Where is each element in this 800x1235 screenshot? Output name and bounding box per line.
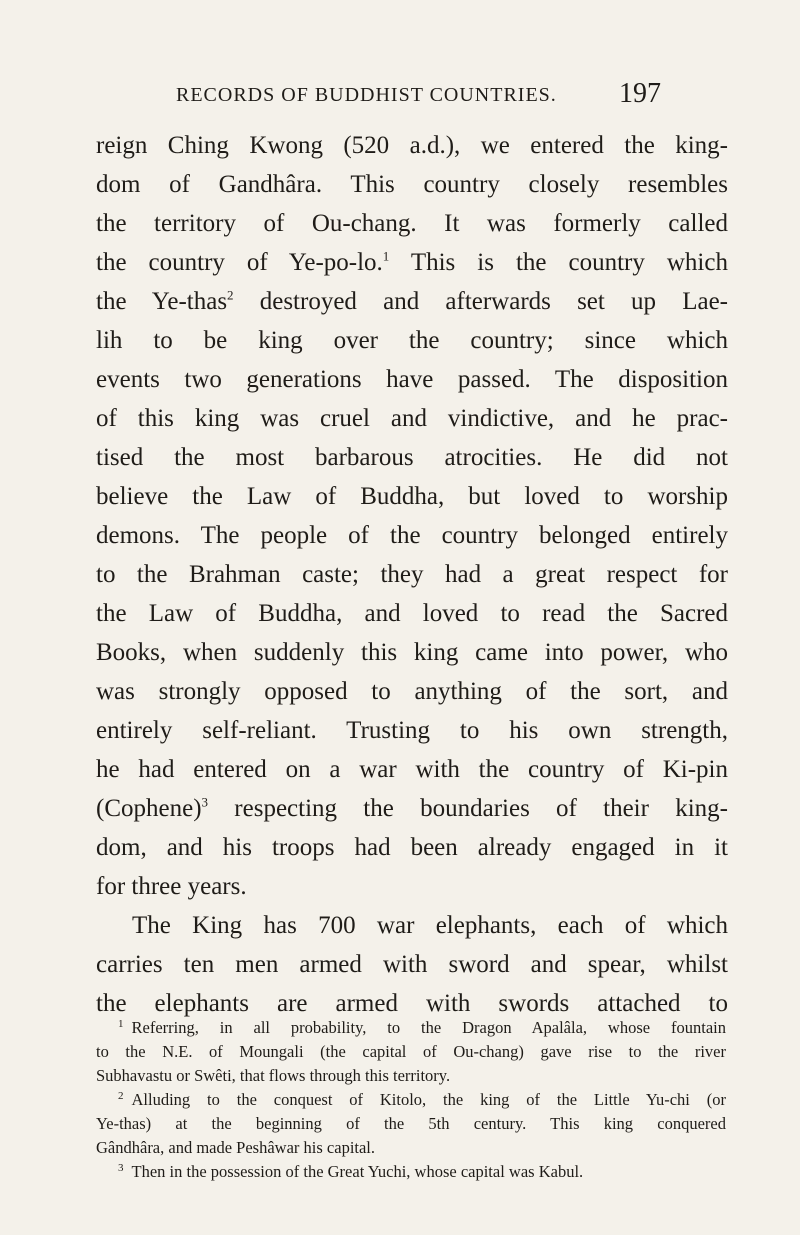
footnote-ref-2: 2 <box>227 287 234 303</box>
footnote-line: Ye-thas) at the beginning of the 5th century. This king conquered <box>96 1114 726 1133</box>
text-line: the elephants are armed with swords attached to <box>96 990 728 1017</box>
text-segment: the country of Ye-po-lo. <box>96 249 383 276</box>
footnote-text: Referring, in all probability, to the Dragon Apalâla, whose fountain <box>131 1018 726 1037</box>
body-text <box>96 126 728 1023</box>
text-line: was strongly opposed to anything of the sort, and <box>96 678 728 705</box>
footnote-line: Gândhâra, and made Peshâwar his capital. <box>96 1138 376 1157</box>
footnote-line: Subhavastu or Swêti, that flows through this territory. <box>96 1066 451 1085</box>
footnote-ref-3: 3 <box>201 794 209 810</box>
text-line: dom, and his troops had been already engaged in it <box>96 834 728 861</box>
running-title: RECORDS OF BUDDHIST COUNTRIES. <box>176 84 557 106</box>
text-line: Books, when suddenly this king came into power, who <box>96 639 728 666</box>
footnotes <box>96 1016 726 1184</box>
text-line: lih to be king over the country; since which <box>96 327 728 354</box>
text-segment: the Ye-thas <box>96 288 228 315</box>
text-line: the territory of Ou-chang. It was formerly called <box>96 210 728 237</box>
footnote-line <box>96 1160 726 1184</box>
text-line <box>96 282 728 321</box>
text-segment: (Cophene) <box>96 795 202 822</box>
text-segment: respecting the boundaries of their king- <box>234 795 728 822</box>
text-line: for three years. <box>96 873 247 900</box>
text-line: The King has 700 war elephants, each of which <box>132 912 728 939</box>
footnote-line: to the N.E. of Moungali (the capital of Ou-chang) gave rise to the river <box>96 1042 726 1061</box>
footnote-text: Alluding to the conquest of Kitolo, the king of the Little Yu-chi (or <box>131 1090 726 1109</box>
footnote-mark: 3 <box>118 1161 124 1174</box>
footnote-text: Then in the possession of the Great Yuchi, whose capital was Kabul. <box>131 1162 584 1181</box>
text-line: demons. The people of the country belonged entirely <box>96 522 728 549</box>
text-line: to the Brahman caste; they had a great respect for <box>96 561 728 588</box>
text-line: of this king was cruel and vindictive, and he prac- <box>96 405 728 432</box>
text-line: events two generations have passed. The disposition <box>96 366 728 393</box>
footnote-line <box>96 1016 726 1040</box>
text-line: carries ten men armed with sword and spear, whilst <box>96 951 728 978</box>
text-line: dom of Gandhâra. This country closely resembles <box>96 171 728 198</box>
footnote-line <box>96 1088 726 1112</box>
text-line: believe the Law of Buddha, but loved to worship <box>96 483 728 510</box>
footnote-mark: 2 <box>118 1089 124 1102</box>
text-segment: This is the country which <box>410 249 728 276</box>
footnote-ref-1: 1 <box>382 248 390 264</box>
page-number: 197 <box>619 78 661 109</box>
text-line: entirely self-reliant. Trusting to his own strength, <box>96 717 728 744</box>
text-line: he had entered on a war with the country of Ki-pin <box>96 756 728 783</box>
footnote-mark: 1 <box>118 1017 124 1030</box>
text-line: the Law of Buddha, and loved to read the Sacred <box>96 600 728 627</box>
text-line: reign Ching Kwong (520 a.d.), we entered the king- <box>96 132 728 159</box>
text-line <box>96 243 728 282</box>
text-line <box>96 789 728 828</box>
text-line: tised the most barbarous atrocities. He did not <box>96 444 728 471</box>
text-segment: destroyed and afterwards set up Lae- <box>259 288 729 315</box>
